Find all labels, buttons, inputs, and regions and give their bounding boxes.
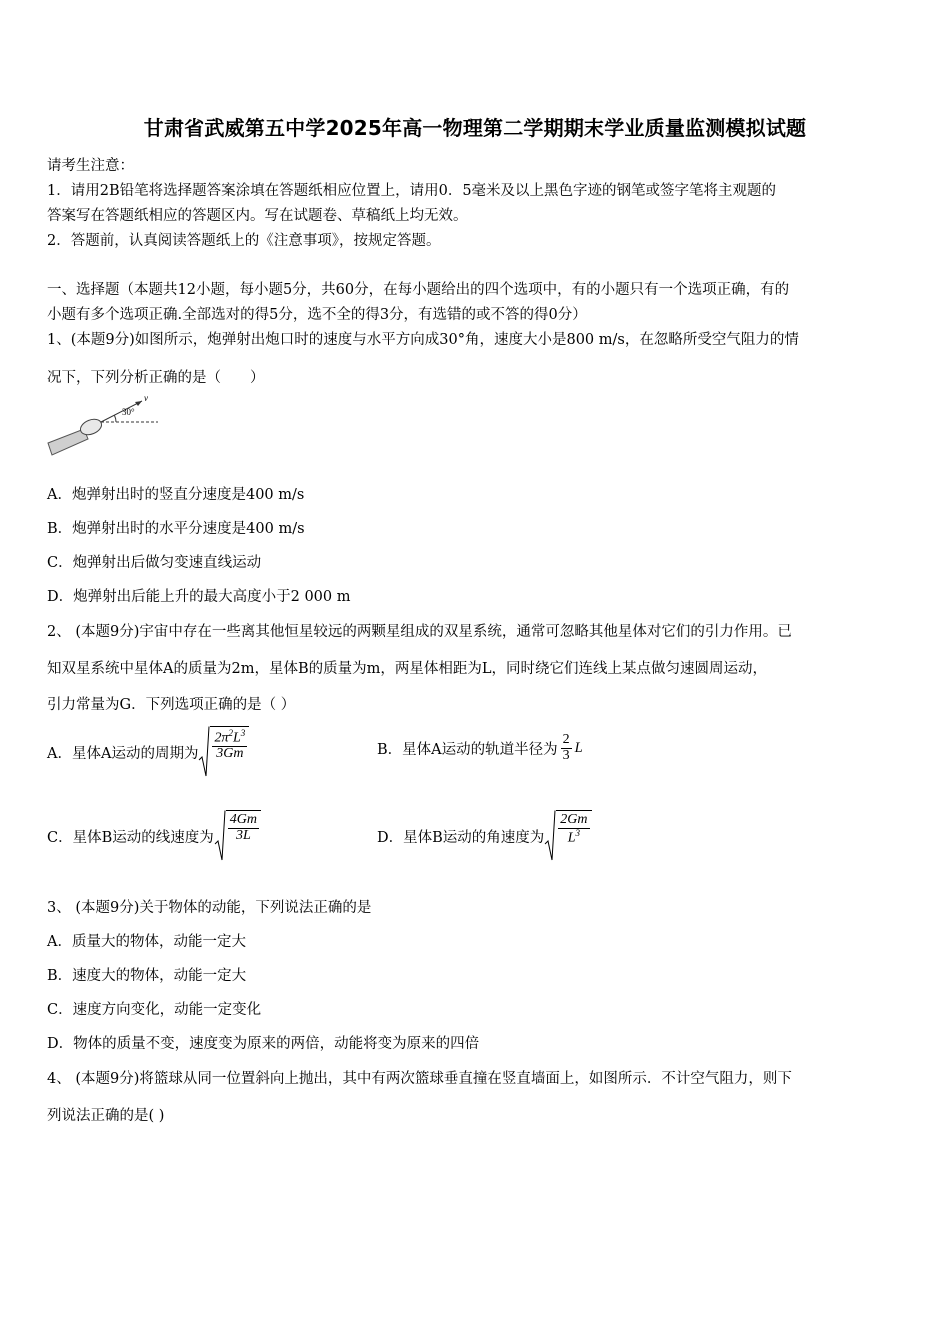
q2-option-d-label: D．星体B运动的角速度为 — [377, 829, 545, 846]
q2-a-sup1: 2 — [228, 728, 233, 738]
q3-option-d: D．物体的质量不变，速度变为原来的两倍，动能将变为原来的四倍 — [47, 1036, 480, 1052]
q3-option-a: A．质量大的物体，动能一定大 — [47, 934, 246, 950]
q2-option-c-formula — [214, 810, 261, 862]
q1-stem-line-2: 况下，下列分析正确的是（ ） — [47, 370, 265, 386]
q2-option-c-label: C．星体B运动的线速度为 — [47, 829, 214, 846]
q2-option-a-formula — [198, 726, 249, 778]
q2-a-num: 2π — [214, 730, 229, 746]
q2-option-b-fraction — [561, 733, 572, 763]
q2-stem-line-1: 2、 (本题9分)宇宙中存在一些离其他恒星较远的两颗星组成的双星系统，通常可忽略其他星体对它们的引力作用。已 — [47, 624, 792, 640]
q2-c-num: 4Gm — [229, 812, 257, 827]
sqrt-sign — [214, 810, 226, 862]
q2-stem-line-3: 引力常量为G．下列选项正确的是（ ） — [47, 697, 296, 713]
q3-stem: 3、 (本题9分)关于物体的动能，下列说法正确的是 — [47, 900, 372, 916]
q1-option-c: C．炮弹射出后做匀变速直线运动 — [47, 555, 262, 571]
q2-d-den-sup: 3 — [575, 827, 581, 838]
q1-option-d: D．炮弹射出后能上升的最大高度小于2 000 m — [47, 589, 351, 605]
notice-item-2: 2．答题前，认真阅读答题纸上的《注意事项》，按规定答题。 — [47, 233, 441, 249]
angle-arc — [115, 416, 117, 423]
angle-label: 30° — [122, 407, 135, 417]
cannon-figure — [46, 393, 166, 461]
velocity-label: v — [144, 393, 148, 403]
q2-d-num: 2Gm — [560, 812, 588, 827]
notice-item-1-line-2: 答案写在答题纸相应的答题区内。写在试题卷、草稿纸上均无效。 — [47, 208, 468, 224]
q2-option-d — [377, 810, 592, 862]
notice-item-1-line-1: 1．请用2B铅笔将选择题答案涂填在答题纸相应位置上，请用0．5毫米及以上黑色字迹的钢笔或签字笔将主观题的 — [47, 183, 777, 199]
q2-c-den: 3L — [235, 827, 251, 843]
q2-b-var: L — [574, 739, 583, 756]
q3-option-b: B．速度大的物体，动能一定大 — [47, 968, 247, 984]
q1-option-a: A．炮弹射出时的竖直分速度是400 m/s — [47, 487, 305, 503]
q2-option-b — [377, 733, 583, 763]
section-heading-line-2: 小题有多个选项正确.全部选对的得5分，选不全的得3分，有选错的或不答的得0分） — [47, 307, 587, 323]
q1-stem-line-1: 1、(本题9分)如图所示，炮弹射出炮口时的速度与水平方向成30°角，速度大小是800 m/s，在忽略所受空气阻力的情 — [47, 332, 799, 348]
q2-d-den-L: L — [567, 830, 576, 846]
q2-a-L: L — [232, 730, 241, 746]
q2-option-a-label: A．星体A运动的周期为 — [47, 745, 199, 762]
q4-stem-line-2: 列说法正确的是( ) — [47, 1108, 165, 1124]
page-title: 甘肃省武威第五中学2025年高一物理第二学期期末学业质量监测模拟试题 — [143, 116, 807, 140]
q2-option-b-label: B．星体A运动的轨道半径为 — [377, 741, 558, 758]
q2-a-sup2: 3 — [240, 728, 246, 738]
q2-option-d-formula — [544, 810, 591, 862]
q1-option-b: B．炮弹射出时的水平分速度是400 m/s — [47, 521, 305, 537]
q2-a-den: 3Gm — [216, 746, 244, 762]
sqrt-sign — [544, 810, 556, 862]
notice-heading: 请考生注意： — [47, 158, 134, 174]
q2-option-a — [47, 726, 249, 778]
cannon-diagram — [46, 393, 166, 461]
q2-stem-line-2: 知双星系统中星体A的质量为2m，星体B的质量为m，两星体相距为L，同时绕它们连线上某点做匀速圆周运动， — [47, 661, 767, 677]
section-heading-line-1: 一、选择题（本题共12小题，每小题5分，共60分，在每小题给出的四个选项中，有的小题只有一个选项正确，有的 — [47, 282, 790, 298]
q4-stem-line-1: 4、 (本题9分)将篮球从同一位置斜向上抛出，其中有两次篮球垂直撞在竖直墙面上，如图所示．不计空气阻力，则下 — [47, 1071, 792, 1087]
q2-option-c — [47, 810, 261, 862]
sqrt-sign — [198, 726, 210, 778]
q2-b-den: 3 — [562, 747, 570, 763]
q3-option-c: C．速度方向变化，动能一定变化 — [47, 1002, 262, 1018]
q2-b-num: 2 — [562, 732, 570, 747]
